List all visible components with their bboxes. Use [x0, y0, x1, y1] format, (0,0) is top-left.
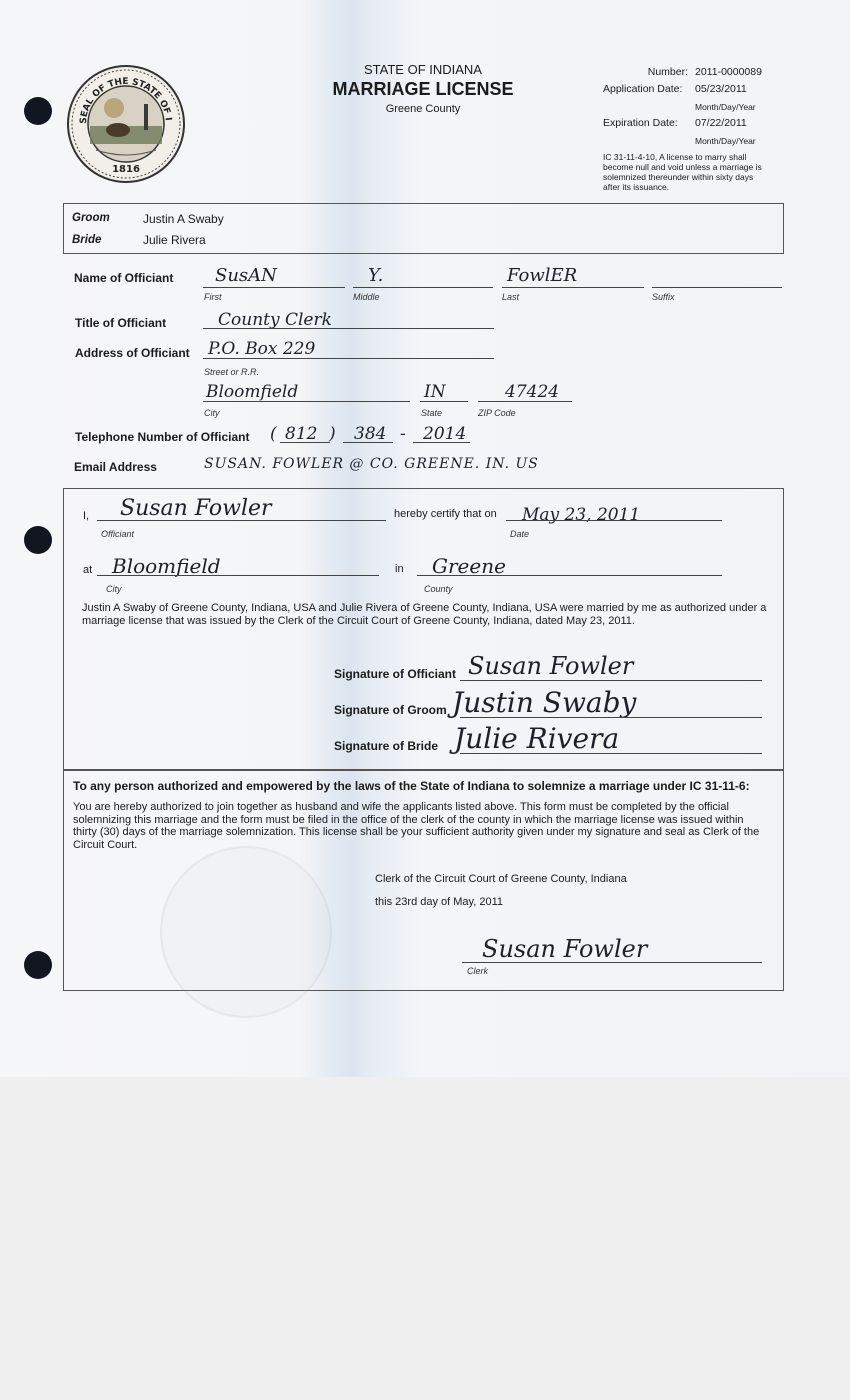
date-caption: Date	[510, 529, 530, 539]
groom-signature: Justin Swaby	[452, 686, 637, 719]
phone-dash: -	[400, 424, 406, 444]
officiant-caption: Officiant	[101, 529, 135, 539]
at-label: at	[83, 564, 93, 576]
application-date: 05/23/2011	[695, 83, 747, 95]
clerk-signature: Susan Fowler	[482, 935, 648, 963]
clerk-caption: Clerk	[467, 966, 489, 976]
date-line	[506, 520, 722, 521]
officiant-signature-label: Signature of Officiant	[334, 667, 457, 681]
groom-name: Justin A Swaby	[143, 212, 224, 226]
title-line	[203, 328, 494, 329]
suffix-line	[652, 287, 782, 288]
zip-line	[478, 401, 572, 402]
title-block	[310, 62, 536, 115]
punch-hole	[24, 951, 52, 979]
marriage-city-line	[97, 575, 379, 576]
marriage-city: Bloomfield	[112, 554, 221, 578]
marriage-county-line	[417, 575, 722, 576]
phone-close-paren: )	[329, 424, 336, 444]
county-caption: County	[424, 584, 453, 594]
bride-label: Bride	[72, 234, 102, 246]
seal-text: SEAL OF THE STATE OF I	[78, 76, 173, 125]
phone-area-line	[280, 442, 330, 443]
certify-text: hereby certify that on	[394, 508, 497, 520]
bride-signature-line	[460, 753, 762, 754]
officiant-middle-name: Y.	[368, 265, 384, 286]
officiant-title: County Clerk	[218, 310, 332, 330]
phone-area-code: 812	[285, 424, 318, 444]
officiant-phone-label: Telephone Number of Officiant	[75, 430, 250, 444]
validity-notice: IC 31-11-4-10, A license to marry shall become null and void unless a marriage is solemnized thereunder within sixty days after its issuance.	[603, 152, 762, 192]
groom-label: Groom	[72, 212, 110, 224]
groom-signature-line	[460, 717, 762, 718]
officiant-first-name: SusAN	[215, 265, 277, 286]
officiant-address-label: Address of Officiant	[75, 346, 190, 360]
middle-caption: Middle	[353, 292, 380, 302]
first-caption: First	[204, 292, 222, 302]
officiant-street: P.O. Box 229	[208, 339, 316, 359]
clerk-of-court: Clerk of the Circuit Court of Greene County, Indiana	[375, 873, 627, 885]
application-date-label: Application Date:	[603, 83, 683, 95]
punch-hole	[24, 97, 52, 125]
state-heading: STATE OF INDIANA	[364, 62, 482, 77]
phone-prefix-line	[343, 442, 393, 443]
phone-line-number: 2014	[423, 424, 467, 444]
i-label: I,	[83, 510, 90, 522]
city-caption: City	[204, 408, 220, 418]
bride-signature-label: Signature of Bride	[334, 739, 439, 753]
issue-date-line: this 23rd day of May, 2011	[375, 896, 503, 908]
officiant-signature-line	[460, 680, 762, 681]
state-line	[420, 401, 468, 402]
middle-name-line	[353, 287, 493, 288]
marriage-statement: Justin A Swaby of Greene County, Indiana, USA and Julie Rivera of Greene County, Indiana, USA were married by me as authorized under a marriage license that was issued by the Clerk of the Circuit Court of Greene County, Indiana, dated May 23, 2011.	[82, 602, 767, 627]
phone-line-underline	[413, 442, 470, 443]
authorization-body: You are hereby authorized to join together as husband and wife the applicants listed above. This form must be completed by the official solemnizing this marriage and the form must be filed in the office of the clerk of the county in which the marriage license was issued within thirty (30) days of the marriage solemnization. This license shall be your sufficient authority given under my signature and seal as Clerk of the Circuit Court.	[73, 801, 760, 851]
officiant-title-label: Title of Officiant	[75, 316, 167, 330]
bride-signature: Julie Rivera	[454, 722, 620, 755]
date-format-hint: Month/Day/Year	[695, 136, 756, 146]
officiant-email: SUSAN. FOWLER @ CO. GREENE. IN. US	[204, 456, 539, 472]
marriage-county: Greene	[432, 554, 506, 578]
officiant-last-name: FowlER	[507, 265, 578, 286]
phone-open-paren: (	[270, 424, 277, 444]
suffix-caption: Suffix	[652, 292, 675, 302]
embossed-seal	[160, 846, 332, 1018]
number-label: Number:	[647, 66, 688, 78]
clerk-signature-line	[462, 962, 762, 963]
phone-prefix: 384	[354, 424, 387, 444]
license-number: 2011-0000089	[695, 66, 762, 78]
seal-year: 1816	[112, 164, 140, 175]
punch-hole	[24, 526, 52, 554]
state-caption: State	[421, 408, 443, 418]
first-name-line	[203, 287, 345, 288]
street-line	[203, 358, 494, 359]
bride-name: Julie Rivera	[143, 233, 206, 247]
street-caption: Street or R.R.	[204, 367, 260, 377]
groom-signature-label: Signature of Groom	[334, 703, 447, 717]
county-heading: Greene County	[385, 103, 461, 115]
last-name-line	[502, 287, 644, 288]
city-line	[203, 401, 410, 402]
officiant-name-label: Name of Officiant	[74, 271, 174, 285]
officiant-line	[97, 520, 386, 521]
license-info	[600, 66, 780, 192]
marriage-date: May 23, 2011	[522, 505, 641, 525]
in-label: in	[395, 563, 404, 575]
last-caption: Last	[502, 292, 520, 302]
email-label: Email Address	[74, 460, 157, 474]
officiant-zip: 47424	[505, 382, 560, 402]
authorization-heading: To any person authorized and empowered by the laws of the State of Indiana to solemnize a marriage under IC 31-11-6:	[73, 779, 750, 793]
page-title: MARRIAGE LICENSE	[332, 79, 514, 99]
officiant-state: IN	[424, 382, 446, 402]
expiration-date-label: Expiration Date:	[603, 117, 678, 129]
city-caption: City	[106, 584, 122, 594]
certifying-officiant: Susan Fowler	[120, 496, 272, 521]
parties-box	[63, 203, 784, 254]
expiration-date: 07/22/2011	[695, 117, 747, 129]
date-format-hint: Month/Day/Year	[695, 102, 756, 112]
zip-caption: ZIP Code	[478, 408, 516, 418]
officiant-signature: Susan Fowler	[468, 652, 634, 680]
certificate-box	[63, 488, 784, 771]
state-seal-icon	[66, 64, 186, 184]
officiant-city: Bloomfield	[206, 382, 299, 402]
